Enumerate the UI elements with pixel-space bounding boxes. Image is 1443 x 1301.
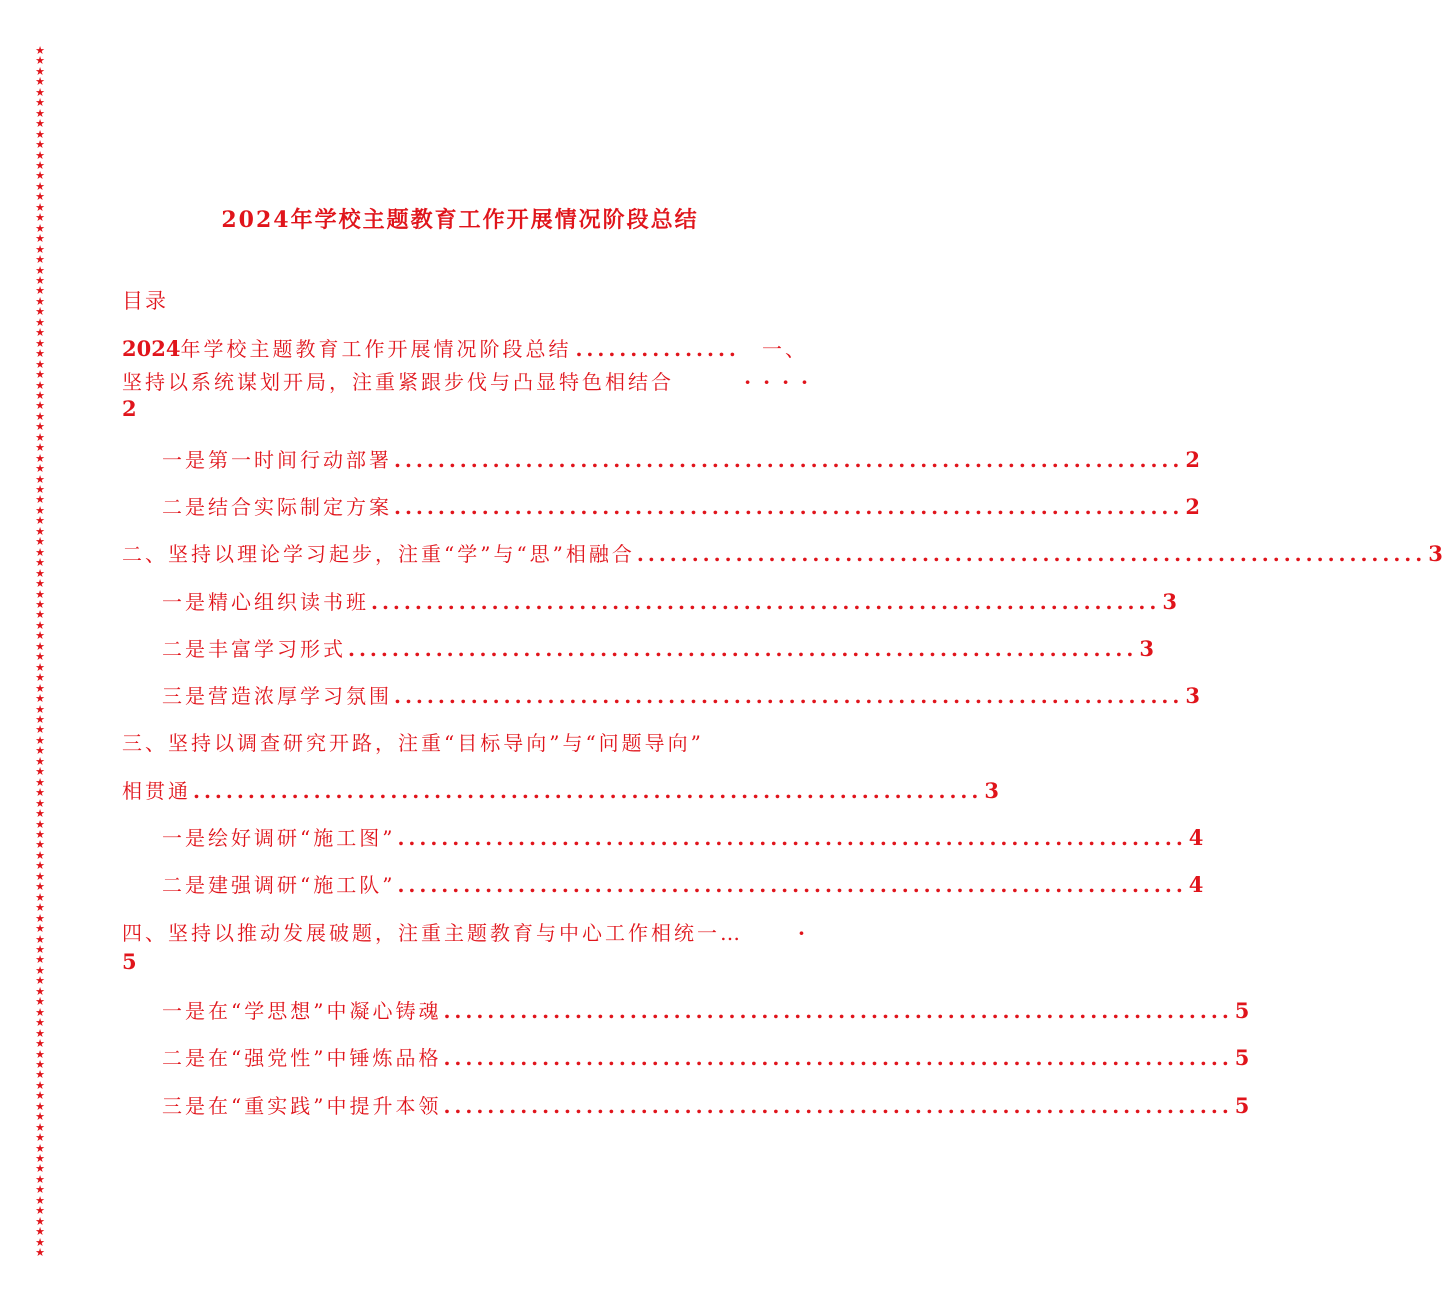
toc-entry-1-line-1[interactable] xyxy=(122,333,808,362)
toc-entry-1-label: 年学校主题教育工作开展情况阶段总结 xyxy=(180,337,572,361)
toc-page-number: 3 xyxy=(1185,683,1200,708)
toc-entry-1-tail: 一、 xyxy=(762,337,808,361)
toc-page-number: 5 xyxy=(1234,1093,1250,1118)
toc-entry-4-leader: · xyxy=(798,921,808,945)
toc-entry-4-label-line-1: 四、坚持以推动发展破题，注重主题教育与中心工作相统一… xyxy=(122,921,743,945)
toc-dot-leader: ........................................................................ xyxy=(348,637,1138,661)
toc-entry-1-leader: ............... xyxy=(575,337,740,361)
toc-entry-label: 二是结合实际制定方案 xyxy=(162,495,392,519)
toc-entry-label: 二是在“强党性”中锤炼品格 xyxy=(162,1046,442,1070)
toc-entry-3-2[interactable] xyxy=(162,869,1204,898)
toc-entry-1-year: 2024 xyxy=(122,336,181,361)
toc-entry-label: 一是第一时间行动部署 xyxy=(162,448,392,472)
toc-entry-2[interactable] xyxy=(122,538,1443,567)
toc-entry-label: 三是在“重实践”中提升本领 xyxy=(162,1094,442,1118)
toc-entry-1-label-line-2: 坚持以系统谋划开局，注重紧跟步伐与凸显特色相结合 xyxy=(122,370,674,394)
toc-entry-4-1[interactable] xyxy=(162,995,1250,1024)
toc-entry-3-label-line-1: 三、坚持以调查研究开路，注重“目标导向”与“问题导向” xyxy=(122,731,704,755)
toc-page-number: 4 xyxy=(1188,872,1204,897)
toc-entry-1-page: 2 xyxy=(122,396,137,421)
toc-entry-4-line-1[interactable] xyxy=(122,917,808,946)
toc-entry-label: 三是营造浓厚学习氛围 xyxy=(162,684,392,708)
toc-dot-leader: ........................................................................ xyxy=(397,873,1187,897)
toc-page-number: 2 xyxy=(1185,494,1200,519)
toc-entry-label: 二、坚持以理论学习起步，注重“学”与“思”相融合 xyxy=(122,542,635,566)
toc-dot-leader: ........................................................................ xyxy=(397,826,1187,850)
toc-entry-4-3[interactable] xyxy=(162,1090,1250,1119)
toc-entry-label: 二是丰富学习形式 xyxy=(162,637,346,661)
toc-entry-3-line-1[interactable] xyxy=(122,727,704,756)
document-title: 2024年学校主题教育工作开展情况阶段总结 xyxy=(221,207,699,233)
toc-page-number: 3 xyxy=(1162,589,1177,614)
toc-page-number: 3 xyxy=(984,778,999,803)
toc-entry-4-line-2[interactable] xyxy=(122,949,137,974)
toc-page-number: 5 xyxy=(1234,1045,1250,1070)
toc-dot-leader: ........................................................................ xyxy=(394,448,1184,472)
toc-dot-leader: ........................................................................ xyxy=(394,684,1184,708)
toc-dot-leader: ........................................................................ xyxy=(193,779,983,803)
toc-dot-leader: ........................................................................ xyxy=(443,1094,1233,1118)
toc-heading: 目录 xyxy=(122,289,168,313)
toc-entry-1-2[interactable] xyxy=(162,491,1200,520)
toc-entry-2-2[interactable] xyxy=(162,633,1154,662)
toc-entry-label: 一是绘好调研“施工图” xyxy=(162,826,396,850)
toc-entry-1-1[interactable] xyxy=(162,444,1200,473)
toc-page-number: 4 xyxy=(1188,825,1204,850)
toc-dot-leader: ........................................................................ xyxy=(636,542,1427,566)
toc-entry-label: 一是在“学思想”中凝心铸魂 xyxy=(162,999,442,1023)
toc-entry-1-line-3[interactable] xyxy=(122,396,137,421)
toc-page-number: 3 xyxy=(1428,541,1443,566)
toc-page-number: 3 xyxy=(1139,636,1154,661)
table-of-contents xyxy=(122,0,1443,1301)
toc-entry-4-2[interactable] xyxy=(162,1042,1250,1071)
toc-entry-3[interactable] xyxy=(122,775,999,804)
toc-dot-leader: ........................................................................ xyxy=(443,1046,1233,1070)
toc-entry-label: 一是精心组织读书班 xyxy=(162,590,369,614)
toc-entry-2-3[interactable] xyxy=(162,680,1200,709)
star-border-decoration: ★ ★ ★ ★ ★ ★ ★ ★ ★ ★ ★ ★ ★ ★ ★ ★ ★ ★ ★ ★ ★ ★ ★ ★ ★ ★ ★ ★ ★ ★ ★ ★ ★ ★ ★ ★ ★ ★ ★ ★ ★ ★ ★ ★ ★ ★ ★ ★ ★ ★ ★ ★ ★ ★ ★ ★ ★ ★ ★ ★ ★ ★ ★ ★ ★ ★ ★ ★ ★ ★ ★ ★ ★ ★ ★ ★ ★ ★ ★ ★ ★ ★ ★ ★ ★ ★ ★ ★ ★ ★ ★ ★ ★ ★ ★ ★ ★ ★ ★ ★ ★ ★ ★ ★ ★ ★ ★ ★ ★ ★ ★ ★ ★ ★ ★ ★ xyxy=(35,44,45,1260)
toc-dot-leader: ........................................................................ xyxy=(443,999,1233,1023)
toc-dot-leader: ........................................................................ xyxy=(394,495,1184,519)
toc-entry-2-1[interactable] xyxy=(162,586,1177,615)
toc-entry-1-leader-2: ···· xyxy=(744,370,820,394)
toc-entry-3-1[interactable] xyxy=(162,822,1204,851)
toc-entry-1-line-2[interactable] xyxy=(122,366,820,395)
toc-dot-leader: ........................................................................ xyxy=(371,590,1161,614)
toc-entry-4-page: 5 xyxy=(122,949,137,974)
toc-page-number: 2 xyxy=(1185,447,1200,472)
toc-entry-label: 相贯通 xyxy=(122,779,191,803)
toc-entry-label: 二是建强调研“施工队” xyxy=(162,873,396,897)
toc-page-number: 5 xyxy=(1234,998,1250,1023)
